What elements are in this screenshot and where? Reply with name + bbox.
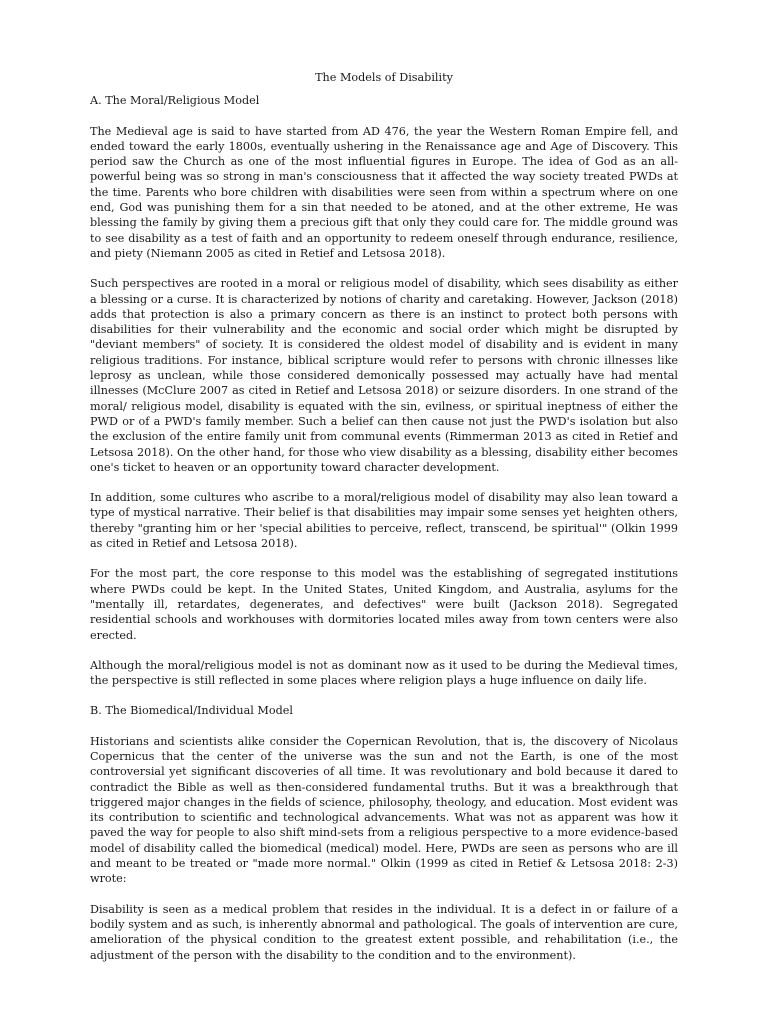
document-title: The Models of Disability <box>315 71 453 84</box>
paragraph: Historians and scientists alike consider the Copernican Revolution, that is, the discovery of Nicolaus Copernicus that the center of the universe was the sun and not the Earth, is one of the most controversial yet significant discoveries of all time. It was revolutionary and bold because it dared to contradict the Bible as well as then-considered fundamental truths. But it was a breakthrough that triggered major changes in the fields of science, philosophy, theology, and education. Most evident was its contribution to scientific and technological advancements. What was not as apparent was how it paved the way for people to also shift mind-sets from a religious perspective to a more evidence-based model of disability called the biomedical (medical) model. Here, PWDs are seen as persons who are ill and meant to be treated or "made more normal." Olkin (1999 as cited in Retief & Letsosa 2018: 2-3) wrote: <box>90 734 678 886</box>
paragraph: Such perspectives are rooted in a moral or religious model of disability, which sees disability as either a blessing or a curse. It is characterized by notions of charity and caretaking. However, Jackson (2018) adds that protection is also a primary concern as there is an instinct to protect both persons with disabilities for their vulnerability and the economic and social order which might be disrupted by "deviant members" of society. It is considered the oldest model of disability and is evident in many religious traditions. For instance, biblical scripture would refer to persons with chronic illnesses like leprosy as unclean, while those considered demonically possessed may actually have had mental illnesses (McClure 2007 as cited in Retief and Letsosa 2018) or seizure disorders. In one strand of the moral/ religious model, disability is equated with the sin, evilness, or spiritual ineptness of either the PWD or of a PWD's family member. Such a belief can then cause not just the PWD's isolation but also the exclusion of the entire family unit from communal events (Rimmerman 2013 as cited in Retief and Letsosa 2018). On the other hand, for those who view disability as a blessing, disability either becomes one's ticket to heaven or an opportunity toward character development. <box>90 277 678 474</box>
paragraph: Disability is seen as a medical problem that resides in the individual. It is a defect in or failure of a bodily system and as such, is inherently abnormal and pathological. The goals of intervention are cure, amelioration of the physical condition to the greatest extent possible, and rehabilitation (i.e., the adjustment of the person with the disability to the condition and to the environment). <box>90 902 678 962</box>
paragraph: The Medieval age is said to have started from AD 476, the year the Western Roman Empire fell, and ended toward the early 1800s, eventually ushering in the Renaissance age and Age of Discovery. This period saw the Church as one of the most influential figures in Europe. The idea of God as an all-powerful being was so strong in man's consciousness that it affected the way society treated PWDs at the time. Parents who bore children with disabilities were seen from within a spectrum where on one end, God was punishing them for a sin that needed to be atoned, and at the other extreme, He was blessing the family by giving them a precious gift that only they could care for. The middle ground was to see disability as a test of faith and an opportunity to redeem oneself through endurance, resilience, and piety (Niemann 2005 as cited in Retief and Letsosa 2018). <box>90 124 678 260</box>
paragraph: Although the moral/religious model is not as dominant now as it used to be during the Medieval times, the perspective is still reflected in some places where religion plays a huge influence on daily life. <box>90 658 678 688</box>
section-heading-moral-religious: A. The Moral/Religious Model <box>90 94 260 108</box>
document-page <box>90 70 678 978</box>
paragraph: For the most part, the core response to this model was the establishing of segregated institutions where PWDs could be kept. In the United States, United Kingdom, and Australia, asylums for the "mentally ill, retardates, degenerates, and defectives" were built (Jackson 2018). Segregated residential schools and workhouses with dormitories located miles away from town centers were also erected. <box>90 567 678 642</box>
paragraph: In addition, some cultures who ascribe to a moral/religious model of disability may also lean toward a type of mystical narrative. Their belief is that disabilities may impair some senses yet heighten others, thereby "granting him or her 'special abilities to perceive, reflect, transcend, be spiritual'" (Olkin 1999 as cited in Retief and Letsosa 2018). <box>90 491 678 551</box>
section-heading-biomedical-individual: B. The Biomedical/Individual Model <box>90 704 293 718</box>
